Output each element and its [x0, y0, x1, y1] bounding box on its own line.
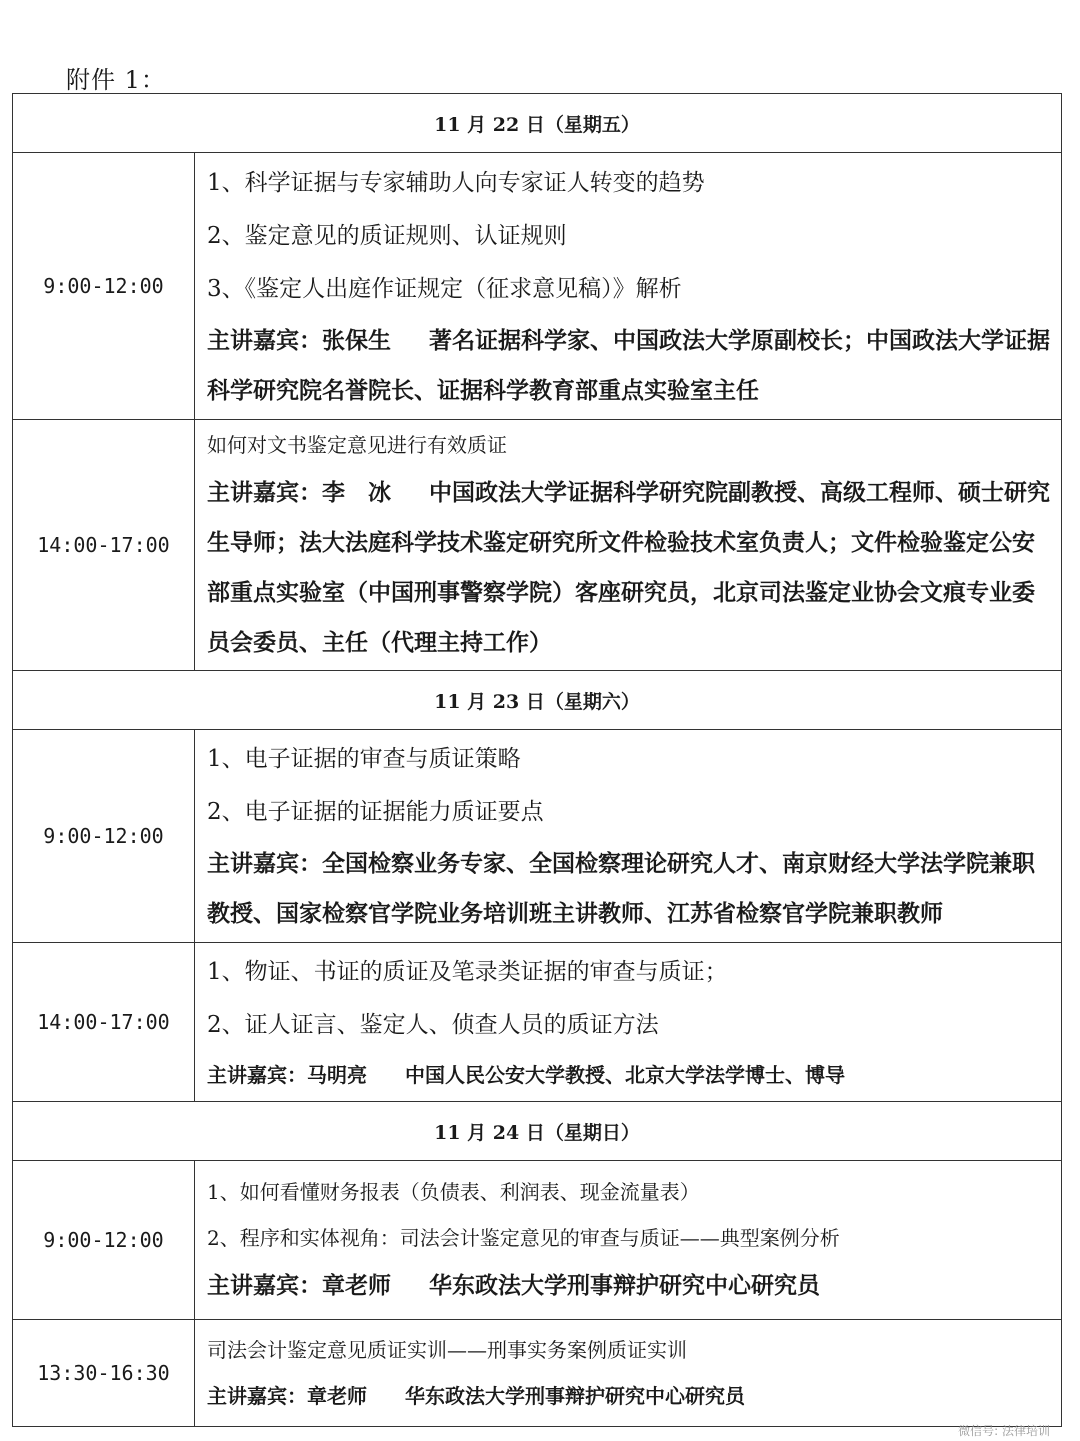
- session-content: [195, 1161, 1062, 1320]
- topic-line: 司法会计鉴定意见质证实训——刑事实务案例质证实训: [207, 1338, 687, 1362]
- day-header-row: [13, 671, 1062, 730]
- session-row: [13, 153, 1062, 420]
- session-time: 14:00-17:00: [13, 943, 195, 1102]
- session-row: [13, 730, 1062, 943]
- day-date: 11 月 24 日（星期日）: [13, 1102, 1062, 1161]
- session-row: [13, 420, 1062, 671]
- speaker-title: 全国检察业务专家、全国检察理论研究人才、南京财经大学法学院兼职教授、国家检察官学院业务培训班主讲教师、江苏省检察官学院兼职教师: [207, 850, 1035, 927]
- session-time: 13:30-16:30: [13, 1320, 195, 1427]
- speaker-info: [207, 839, 1053, 939]
- session-content: [195, 1320, 1062, 1427]
- speaker-label: 主讲嘉宾：: [207, 1063, 307, 1087]
- session-row: [13, 1161, 1062, 1320]
- session-time: 9:00-12:00: [13, 153, 195, 420]
- topic-line: 2、鉴定意见的质证规则、认证规则: [207, 222, 567, 249]
- speaker-info: [207, 316, 1053, 416]
- session-content: [195, 153, 1062, 420]
- schedule-table: [12, 93, 1062, 1427]
- speaker-label: 主讲嘉宾：: [207, 1384, 307, 1408]
- session-row: [13, 943, 1062, 1102]
- speaker-info: [207, 1052, 1053, 1098]
- session-content: [195, 420, 1062, 671]
- attachment-label: 附件 1：: [66, 66, 166, 94]
- speaker-title: 中国人民公安大学教授、北京大学法学博士、博导: [405, 1063, 845, 1087]
- speaker-label: 主讲嘉宾：: [207, 479, 322, 506]
- topic-line: 2、程序和实体视角：司法会计鉴定意见的审查与质证——典型案例分析: [207, 1226, 840, 1250]
- speaker-label: 主讲嘉宾：: [207, 1272, 322, 1299]
- topic-line: 1、物证、书证的质证及笔录类证据的审查与质证；: [207, 959, 728, 985]
- topic-line: 如何对文书鉴定意见进行有效质证: [207, 433, 507, 457]
- speaker-info: [207, 1261, 1053, 1311]
- speaker-name: 李 冰: [322, 479, 391, 506]
- speaker-label: 主讲嘉宾：: [207, 850, 322, 877]
- speaker-info: [207, 468, 1053, 668]
- session-time: 14:00-17:00: [13, 420, 195, 671]
- speaker-label: 主讲嘉宾：: [207, 326, 322, 354]
- watermark: 微信号: 法律培训: [958, 1424, 1050, 1438]
- speaker-name: 张保生: [322, 326, 391, 354]
- topic-line: 2、证人证言、鉴定人、侦查人员的质证方法: [207, 1012, 659, 1038]
- speaker-name: 章老师: [307, 1384, 367, 1408]
- session-content: [195, 943, 1062, 1102]
- session-time: 9:00-12:00: [13, 730, 195, 943]
- day-header-row: [13, 1102, 1062, 1161]
- session-time: 9:00-12:00: [13, 1161, 195, 1320]
- topic-line: 2、电子证据的证据能力质证要点: [207, 799, 544, 825]
- day-date: 11 月 22 日（星期五）: [13, 94, 1062, 153]
- day-date: 11 月 23 日（星期六）: [13, 671, 1062, 730]
- speaker-info: [207, 1373, 1053, 1419]
- day-header-row: [13, 94, 1062, 153]
- topic-line: 1、电子证据的审查与质证策略: [207, 746, 521, 772]
- speaker-name: 马明亮: [307, 1063, 367, 1087]
- speaker-title: 著名证据科学家、中国政法大学原副校长；中国政法大学证据科学研究院名誉院长、证据科学教育部重点实验室主任: [207, 326, 1050, 404]
- speaker-title: 华东政法大学刑事辩护研究中心研究员: [405, 1384, 745, 1408]
- session-content: [195, 730, 1062, 943]
- speaker-name: 章老师: [322, 1272, 391, 1299]
- session-row: [13, 1320, 1062, 1427]
- topic-line: 3、《鉴定人出庭作证规定（征求意见稿）》解析: [207, 275, 682, 302]
- speaker-title: 华东政法大学刑事辩护研究中心研究员: [429, 1272, 820, 1299]
- topic-line: 1、如何看懂财务报表（负债表、利润表、现金流量表）: [207, 1180, 700, 1204]
- speaker-title: 中国政法大学证据科学研究院副教授、高级工程师、硕士研究生导师；法大法庭科学技术鉴定研究所文件检验技术室负责人；文件检验鉴定公安部重点实验室（中国刑事警察学院）客座研究员，北京司法鉴定业协会文痕专业委员会委员、主任（代理主持工作）: [207, 479, 1050, 656]
- topic-line: 1、科学证据与专家辅助人向专家证人转变的趋势: [207, 169, 705, 196]
